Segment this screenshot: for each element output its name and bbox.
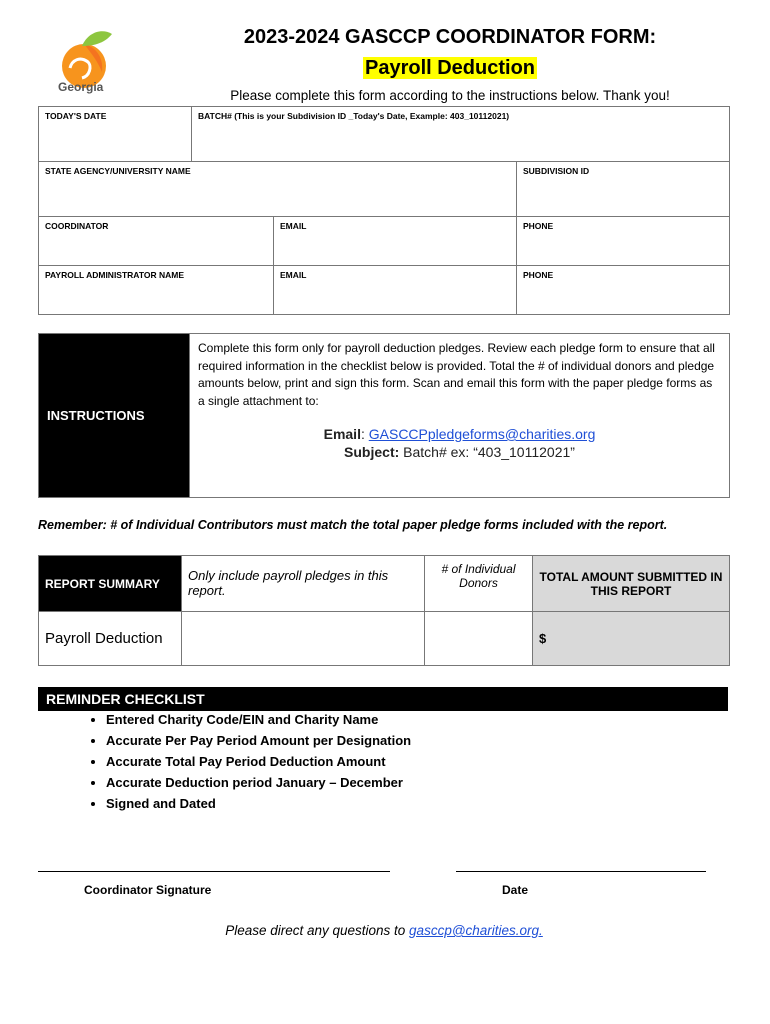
donors-header: # of Individual Donors: [425, 556, 533, 612]
report-note: Only include payroll pledges in this report.: [182, 556, 425, 612]
remember-note: Remember: # of Individual Contributors must match the total paper pledge forms included with the report.: [38, 518, 668, 532]
agency-field[interactable]: STATE AGENCY/UNIVERSITY NAME: [39, 162, 517, 217]
total-amount-input[interactable]: $: [533, 612, 730, 666]
intro-text: Please complete this form according to the instructions below. Thank you!: [230, 88, 670, 103]
form-title: 2023-2024 GASCCP COORDINATOR FORM:: [243, 26, 657, 48]
report-summary-label: REPORT SUMMARY: [39, 556, 182, 612]
date-label: Date: [502, 883, 529, 897]
payroll-admin-field[interactable]: PAYROLL ADMINISTRATOR NAME: [39, 266, 274, 315]
instructions-table: [38, 333, 730, 498]
questions-email-link[interactable]: gasccp@charities.org.: [409, 923, 543, 938]
payroll-deduction-label: Payroll Deduction: [39, 612, 182, 666]
admin-phone-field[interactable]: PHONE: [517, 266, 730, 315]
instructions-text: Complete this form only for payroll deduction pledges. Review each pledge form to ensure that all required information in the checklist below is provided. Total the # of individual donors and pledge amounts below, print and sign this form. Scan and email this form with the paper pledge forms as a single attachment to:: [198, 341, 715, 408]
payroll-deduction-input[interactable]: [182, 612, 425, 666]
coordinator-field[interactable]: COORDINATOR: [39, 217, 274, 266]
total-header: TOTAL AMOUNT SUBMITTED IN THIS REPORT: [533, 556, 730, 612]
coordinator-phone-field[interactable]: PHONE: [517, 217, 730, 266]
admin-email-field[interactable]: EMAIL: [274, 266, 517, 315]
instructions-label: INSTRUCTIONS: [39, 334, 190, 498]
donors-count-input[interactable]: [425, 612, 533, 666]
subject-line: Subject: Batch# ex: “403_10112021”: [344, 443, 575, 460]
form-subtitle: Payroll Deduction: [364, 57, 536, 79]
checklist-item: • Accurate Per Pay Period Amount per Designation: [106, 733, 411, 748]
checklist-item: • Signed and Dated: [106, 796, 411, 811]
footer: Please direct any questions to gasccp@charities.org.: [225, 923, 543, 938]
checklist: [70, 706, 411, 817]
checklist-item: • Accurate Total Pay Period Deduction Amount: [106, 754, 411, 769]
logo-text: Georgia: [58, 80, 104, 94]
todays-date-field[interactable]: TODAY'S DATE: [39, 107, 192, 162]
checklist-title: REMINDER CHECKLIST: [38, 687, 728, 711]
info-table: [38, 106, 730, 315]
checklist-item: • Entered Charity Code/EIN and Charity Name: [106, 712, 411, 727]
coordinator-signature-line[interactable]: [38, 861, 390, 872]
report-summary-table: [38, 555, 730, 666]
coordinator-email-field[interactable]: EMAIL: [274, 217, 517, 266]
subdivision-field[interactable]: SUBDIVISION ID: [517, 162, 730, 217]
date-line[interactable]: [456, 861, 706, 872]
coordinator-signature-label: Coordinator Signature: [84, 883, 212, 897]
batch-field[interactable]: BATCH# (This is your Subdivision ID _Today's Date, Example: 403_10112021): [192, 107, 730, 162]
pledge-email-link[interactable]: GASCCPpledgeforms@charities.org: [368, 426, 596, 442]
email-line: Email: GASCCPpledgeforms@charities.org: [323, 426, 596, 442]
checklist-item: • Accurate Deduction period January – December: [106, 775, 411, 790]
